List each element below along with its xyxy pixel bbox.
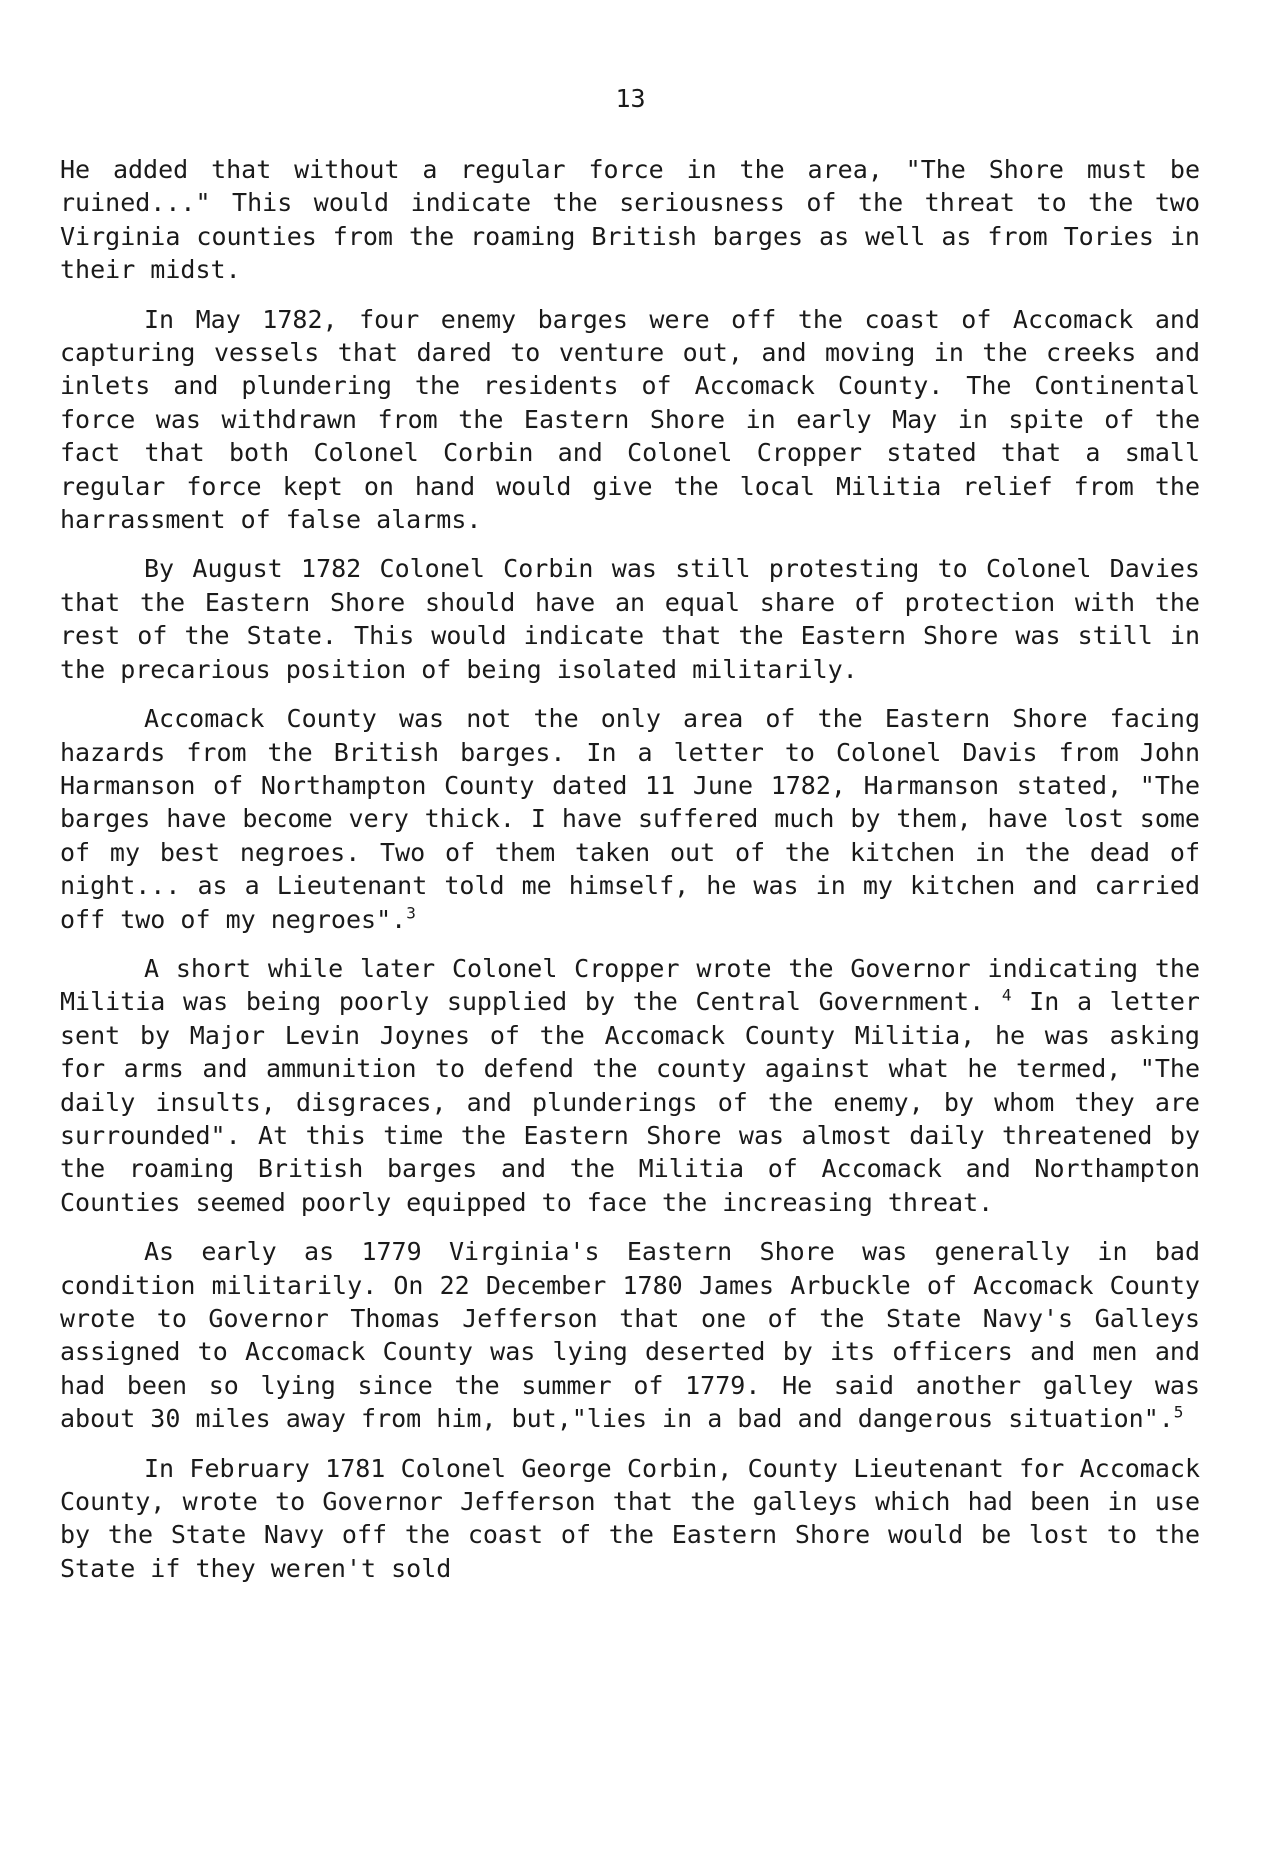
paragraph-6-text: As early as 1779 Virginia's Eastern Shore was generally in bad condition militarily. On 22 December 1780 James Arbuckle of Accomack County wrote to Governor Thomas Jefferson that one of the State Navy's Galleys assigned to Accomack County was lying deserted by its officers and men and had been so lying since the summer of 1779. He said another galley was about 30 miles away from him, but,"lies in a bad and dangerous situation". [60, 1237, 1200, 1434]
paragraph-7-text: In February 1781 Colonel George Corbin, County Lieutenant for Accomack County, wrote to Governor Jefferson that the galleys which had been in use by the State Navy off the coast of the Eastern Shore would be lost to the State if they weren't sold [60, 1453, 1200, 1583]
paragraph-2 [60, 303, 1200, 537]
paragraph-5-text-before: A short while later Colonel Cropper wrote the Governor indicating the Militia was being poorly supplied by the Central Government. [60, 953, 1200, 1017]
paragraph-3-text: By August 1782 Colonel Corbin was still protesting to Colonel Davies that the Eastern Shore should have an equal share of protection with the rest of the State. This would indicate that the Eastern Shore was still in the precarious position of being isolated militarily. [60, 554, 1200, 684]
page-number: 13 [615, 84, 646, 113]
footnote-marker-4: 4 [1001, 986, 1012, 1006]
footnote-marker-5: 5 [1173, 1402, 1184, 1422]
paragraph-2-text: In May 1782, four enemy barges were off the coast of Accomack and capturing vessels that dared to venture out, and moving in the creeks and inlets and plundering the residents of Accomack County. The Continental force was withdrawn from the Eastern Shore in early May in spite of the fact that both Colonel Corbin and Colonel Cropper stated that a small regular force kept on hand would give the local Militia relief from the harrassment of false alarms. [60, 304, 1200, 535]
paragraph-5 [60, 952, 1200, 1219]
paragraph-7 [60, 1452, 1200, 1586]
paragraph-5-text-after: In a letter sent by Major Levin Joynes of the Accomack County Militia, he was asking for arms and ammunition to defend the county against what he termed, "The daily insults, disgraces, and plunderings of the enemy, by whom they are surrounded". At this time the Eastern Shore was almost daily threatened by the roaming British barges and the Militia of Accomack and Northampton Counties seemed poorly equipped to face the increasing threat. [60, 987, 1200, 1217]
paragraph-4 [60, 702, 1200, 936]
paragraph-3 [60, 552, 1200, 686]
paragraph-6 [60, 1235, 1200, 1435]
body-text [60, 153, 1200, 1601]
paragraph-1 [60, 153, 1200, 287]
footnote-marker-3: 3 [406, 903, 416, 923]
paragraph-4-text: Accomack County was not the only area of the Eastern Shore facing hazards from the British barges. In a letter to Colonel Davis from John Harmanson of Northampton County dated 11 June 1782, Harmanson stated, "The barges have become very thick. I have suffered much by them, have lost some of my best negroes. Two of them taken out of the kitchen in the dead of night... as a Lieutenant told me himself, he was in my kitchen and carried off two of my negroes". [60, 704, 1200, 934]
paragraph-1-text: He added that without a regular force in the area, "The Shore must be ruined..." This would indicate the seriousness of the threat to the two Virginia counties from the roaming British barges as well as from Tories in their midst. [60, 155, 1200, 285]
